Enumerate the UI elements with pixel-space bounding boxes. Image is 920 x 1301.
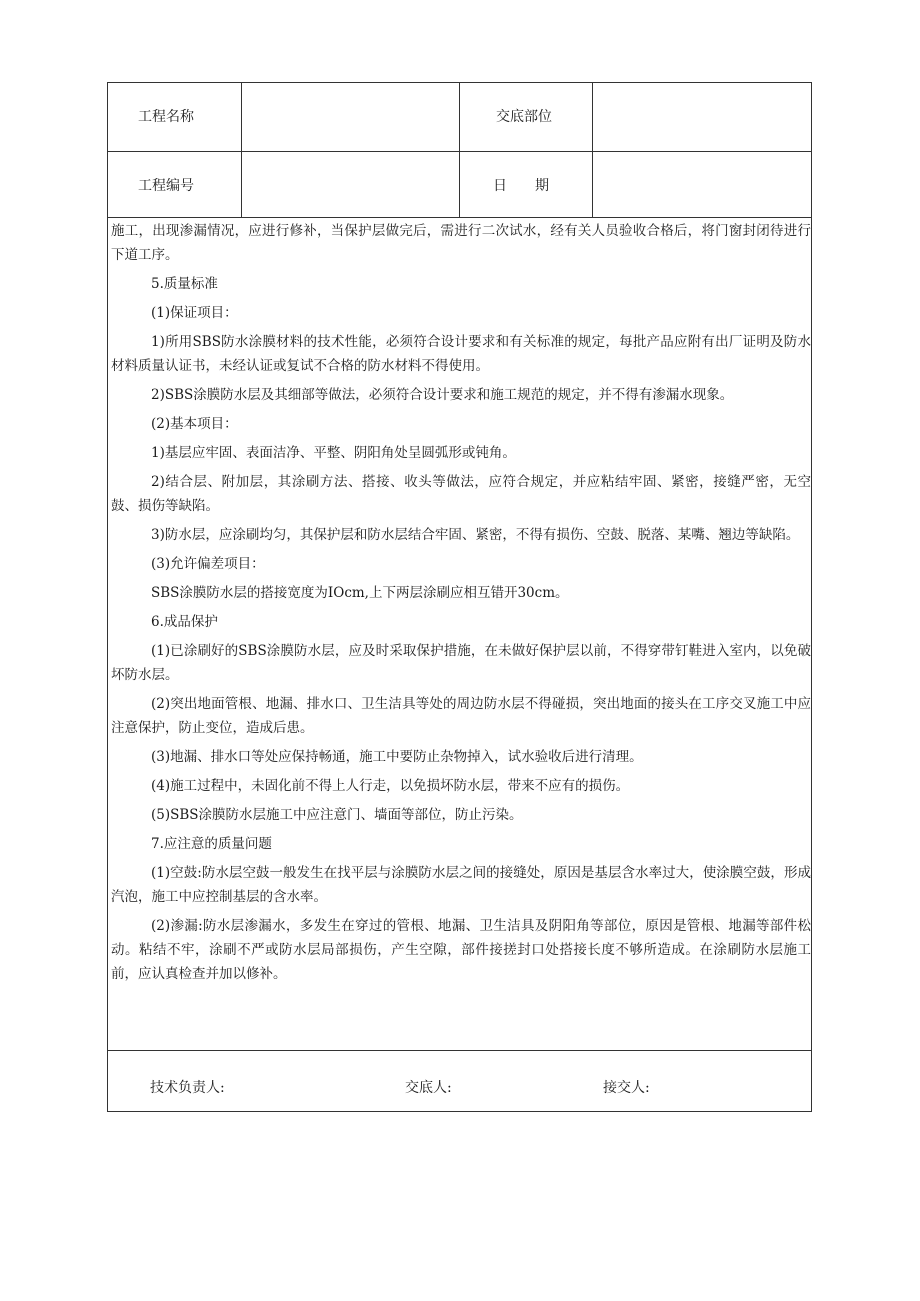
header-col-divider-2 xyxy=(459,83,460,217)
section-heading: 6.成品保护 xyxy=(151,614,218,630)
section-heading: 5.质量标准 xyxy=(151,276,218,292)
paragraph: 1)基层应牢固、表面洁净、平整、阴阳角处呈圆弧形或钝角。 xyxy=(151,445,516,461)
footer-top-divider xyxy=(108,1050,811,1051)
handover-by-signature[interactable]: 交底人: xyxy=(405,1080,452,1096)
header-col-divider-3 xyxy=(592,83,593,217)
handover-location-label: 交底部位 xyxy=(496,109,552,125)
tech-lead-signature[interactable]: 技术负责人: xyxy=(150,1080,225,1096)
received-by-signature[interactable]: 接交人: xyxy=(603,1080,650,1096)
paragraph: 施工，出现渗漏情况，应进行修补，当保护层做完后，需进行二次试水，经有关人员验收合格后，将门窗封闭待进行下道工序。 xyxy=(111,223,811,263)
paragraph: (2)突出地面管根、地漏、排水口、卫生洁具等处的周边防水层不得碰损，突出地面的接头在工序交叉施工中应注意保护，防止变位，造成后患。 xyxy=(111,696,811,736)
handover-content xyxy=(111,219,811,991)
subsection-heading: (1)保证项目： xyxy=(151,305,238,321)
date-label: 日 期 xyxy=(493,178,549,194)
project-number-label: 工程编号 xyxy=(138,178,194,194)
paragraph: (4)施工过程中，未固化前不得上人行走，以免损坏防水层，带来不应有的损伤。 xyxy=(151,778,630,794)
handover-form xyxy=(107,82,812,1112)
project-name-label: 工程名称 xyxy=(138,109,194,125)
paragraph: (5)SBS涂膜防水层施工中应注意门、墙面等部位，防止污染。 xyxy=(151,807,523,823)
header-col-divider-1 xyxy=(241,83,242,217)
header-bottom-divider xyxy=(108,217,811,218)
subsection-heading: (3)允许偏差项目： xyxy=(151,556,265,572)
paragraph: 2)SBS涂膜防水层及其细部等做法，必须符合设计要求和施工规范的规定，并不得有渗漏水现象。 xyxy=(151,387,734,403)
paragraph: SBS涂膜防水层的搭接宽度为IOcm,上下两层涂刷应相互错开30cm。 xyxy=(151,585,569,601)
paragraph: 2)结合层、附加层，其涂刷方法、搭接、收头等做法，应符合规定，并应粘结牢固、紧密，接缝严密，无空鼓、损伤等缺陷。 xyxy=(111,474,811,514)
paragraph: (1)空鼓:防水层空鼓一般发生在找平层与涂膜防水层之间的接缝处，原因是基层含水率过大，使涂膜空鼓，形成汽泡，施工中应控制基层的含水率。 xyxy=(111,865,811,905)
paragraph: (3)地漏、排水口等处应保持畅通，施工中要防止杂物掉入，试水验收后进行清理。 xyxy=(151,749,643,765)
subsection-heading: (2)基本项目： xyxy=(151,416,238,432)
paragraph: 3)防水层，应涂刷均匀，其保护层和防水层结合牢固、紧密，不得有损伤、空鼓、脱落、某嘴、翘边等缺陷。 xyxy=(151,527,800,543)
section-heading: 7.应注意的质量问题 xyxy=(151,836,272,852)
paragraph: (1)已涂刷好的SBS涂膜防水层，应及时采取保护措施，在未做好保护层以前，不得穿带钉鞋进入室内，以免破坏防水层。 xyxy=(111,643,811,683)
paragraph: 1)所用SBS防水涂膜材料的技术性能，必须符合设计要求和有关标准的规定，每批产品应附有出厂证明及防水材料质量认证书，未经认证或复试不合格的防水材料不得使用。 xyxy=(111,334,811,374)
paragraph: (2)渗漏:防水层渗漏水，多发生在穿过的管根、地漏、卫生洁具及阴阳角等部位，原因是管根、地漏等部件松动。粘结不牢，涂刷不严或防水层局部损伤，产生空隙，部件接搓封口处搭接长度不够所造成。在涂刷防水层施工前，应认真检查并加以修补。 xyxy=(111,918,811,982)
